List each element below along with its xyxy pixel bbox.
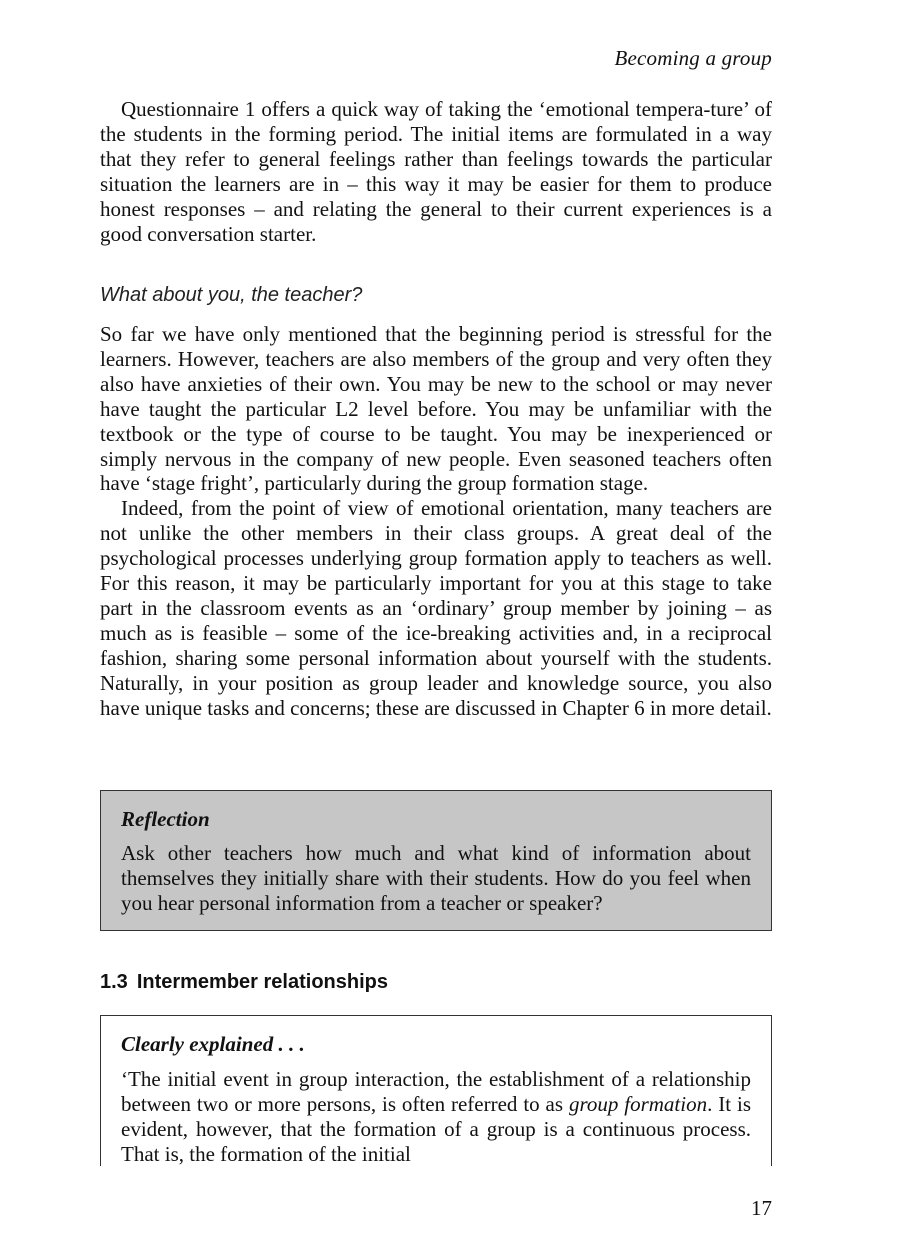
- teacher-section: [100, 322, 772, 721]
- explained-text-italic: group formation: [568, 1091, 708, 1116]
- reflection-box: [100, 790, 772, 931]
- reflection-text: Ask other teachers how much and what kind of information about themselves they initially share with their students. How do you feel when you hear personal information from a teacher or speaker?: [121, 841, 751, 915]
- explained-text-end: . It is evident, however, that the formation of a group is a continuous process. That is, the formation of the initial: [121, 1091, 751, 1166]
- teacher-paragraph-2: Indeed, from the point of view of emotional orientation, many teachers are not unlike the other members in their class groups. A great deal of the psychological processes underlying group formation apply to teachers as well. For this reason, it may be particularly important for you at this stage to take part in the classroom events as an ‘ordinary’ group member by joining – as much as is feasible – some of the ice-breaking activities and, in a reciprocal fashion, sharing some personal information about yourself with the students. Naturally, in your position as group leader and knowledge source, you also have unique tasks and concerns; these are discussed in Chapter 6 in more detail.: [100, 496, 772, 720]
- clearly-explained-text: [121, 1067, 751, 1166]
- teacher-paragraph-1: So far we have only mentioned that the beginning period is stressful for the learners. However, teachers are also members of the group and very often they also have anxieties of their own. You may be new to the school or may never have taught the particular L2 level before. You may be unfamiliar with the textbook or the type of course to be taught. You may be inexperienced or simply nervous in the company of new people. Even seasoned teachers often have ‘stage fright’, particularly during the group formation stage.: [100, 322, 772, 496]
- page-number: 17: [751, 1196, 772, 1220]
- section-heading: [100, 971, 388, 994]
- intro-paragraph: Questionnaire 1 offers a quick way of taking the ‘emotional tempera-ture’ of the students in the forming period. The initial items are formulated in a way that they refer to general feelings rather than feelings towards the particular situation the learners are in – this way it may be easier for them to produce honest responses – and relating the general to their current experiences is a good conversation starter.: [100, 97, 772, 246]
- section-title: Intermember relationships: [136, 971, 388, 993]
- section-number: 1.3: [100, 971, 128, 993]
- subheading-teacher: What about you, the teacher?: [100, 284, 363, 306]
- clearly-explained-box: [100, 1015, 772, 1166]
- running-head: Becoming a group: [614, 46, 772, 70]
- clearly-explained-title: Clearly explained . . .: [121, 1032, 305, 1056]
- explained-text-start: ‘The initial event in group interaction, the establishment of a relationship between two or more persons, is often referred to as: [121, 1067, 751, 1116]
- intro-section: [100, 97, 772, 246]
- reflection-title: Reflection: [121, 807, 210, 831]
